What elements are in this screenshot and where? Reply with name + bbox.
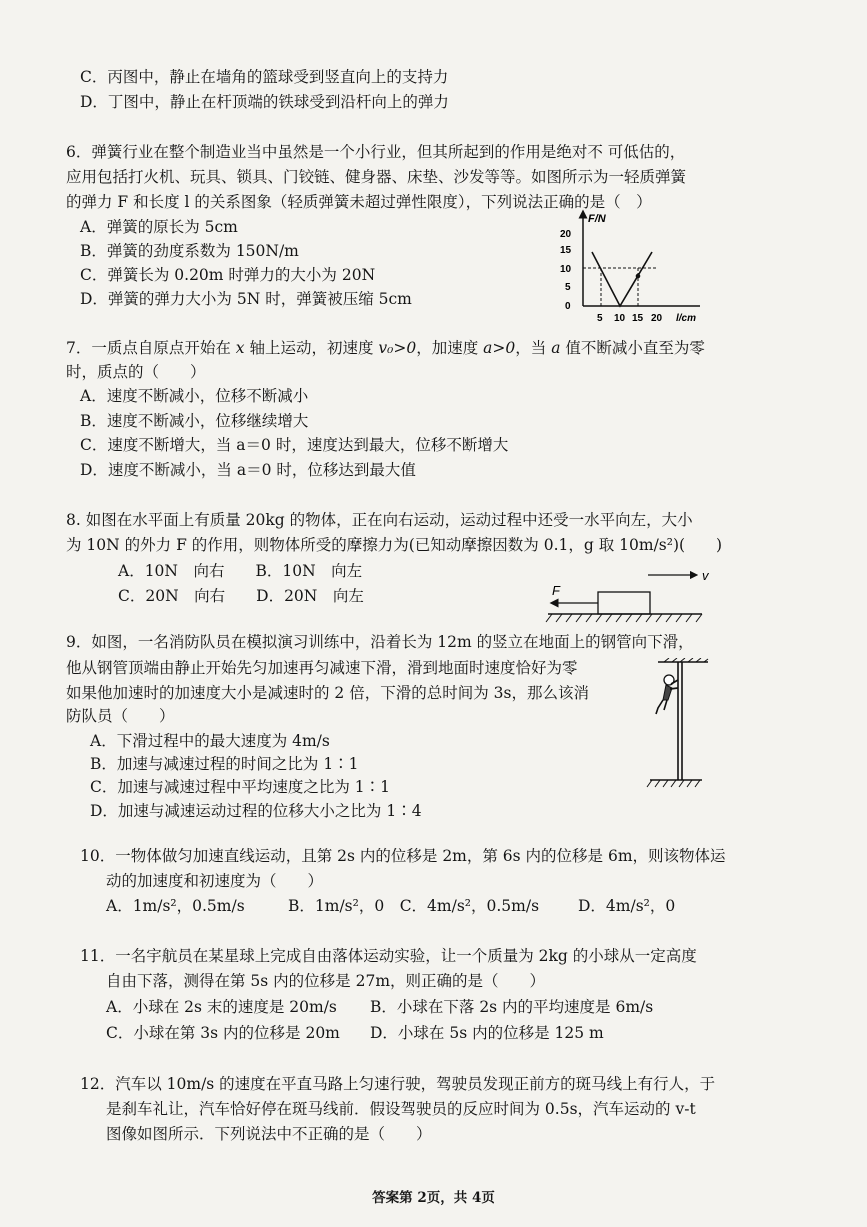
q6-option-c: C．弹簧长为 0.20m 时弹力的大小为 20N	[80, 266, 376, 284]
ground-hatching	[546, 614, 702, 622]
graph-y-tick: 15	[560, 245, 572, 256]
q7-option-b: B．速度不断减小，位移继续增大	[80, 412, 309, 430]
q10-stem-line2: 动的加速度和初速度为（ ）	[106, 872, 324, 890]
force-label: F	[552, 583, 560, 598]
graph-y-tick: 10	[560, 264, 572, 275]
q9-option-d: D．加速与减速运动过程的位移大小之比为 1∶4	[90, 802, 422, 820]
q6-option-b: B．弹簧的劲度系数为 150N/m	[80, 242, 299, 260]
q11-option-b: B．小球在下落 2s 内的平均速度是 6m/s	[370, 998, 654, 1016]
q10-options-bc: B．1m/s²，0 C．4m/s²，0.5m/s	[288, 897, 540, 915]
graph-point	[636, 274, 641, 279]
q10-stem-line1: 10．一物体做匀加速直线运动，且第 2s 内的位移是 2m，第 6s 内的位移是 6m，则该物体运	[80, 847, 726, 865]
q7-option-a: A．速度不断减小，位移不断减小	[80, 387, 309, 405]
q6-stem-line1: 6．弹簧行业在整个制造业当中虽然是一个小行业，但其所起到的作用是绝对不 可低估的，	[66, 143, 686, 161]
q7-stem-line2: 时，质点的（ ）	[66, 363, 206, 381]
graph-y-tick: 5	[565, 282, 571, 293]
graph-x-tick: 5	[597, 313, 603, 324]
graph-y-tick: 20	[560, 229, 572, 240]
q12-stem-line3: 图像如图所示．下列说法中不正确的是（ ）	[106, 1125, 432, 1143]
q11-stem-line2: 自由下落，测得在第 5s 内的位移是 27m，则正确的是（ ）	[106, 972, 546, 990]
q8-stem-line1: 8. 如图在水平面上有质量 20kg 的物体，正在向右运动，运动过程中还受一水平向左，大小	[66, 511, 693, 529]
q9-option-a: A．下滑过程中的最大速度为 4m/s	[90, 732, 330, 750]
q10-option-a: A．1m/s²，0.5m/s	[106, 897, 245, 915]
q11-option-c: C．小球在第 3s 内的位移是 20m	[106, 1024, 340, 1042]
q12-stem-line2: 是刹车礼让，汽车恰好停在斑马线前．假设驾驶员的反应时间为 0.5s，汽车运动的 v-t	[106, 1100, 696, 1118]
graph-y-label: F/N	[588, 213, 606, 225]
block	[598, 592, 650, 614]
velocity-label: v	[702, 568, 709, 583]
q7-option-d: D．速度不断减小，当 a＝0 时，位移达到最大值	[80, 461, 416, 479]
firefighter-figure	[656, 675, 678, 714]
graph-x-label: l/cm	[676, 313, 697, 324]
q9-option-c: C．加速与减速过程中平均速度之比为 1∶1	[90, 778, 391, 796]
q6-spring-force-graph	[548, 208, 718, 326]
q11-option-a: A．小球在 2s 末的速度是 20m/s	[106, 998, 337, 1016]
q11-option-d: D．小球在 5s 内的位移是 125 m	[370, 1024, 604, 1042]
q12-stem-line1: 12．汽车以 10m/s 的速度在平直马路上匀速行驶，驾驶员发现正前方的斑马线上有行人，于	[80, 1075, 716, 1093]
q9-firefighter-pole-figure	[630, 658, 710, 790]
q8-options-cd: C．20N 向右 D．20N 向左	[118, 587, 364, 605]
q7-option-c: C．速度不断增大，当 a＝0 时，速度达到最大，位移不断增大	[80, 436, 509, 454]
q6-option-d: D．弹簧的弹力大小为 5N 时，弹簧被压缩 5cm	[80, 290, 412, 308]
q8-stem-line2: 为 10N 的外力 F 的作用，则物体所受的摩擦力为(已知动摩擦因数为 0.1，g 取 10m/s²)( )	[66, 536, 723, 554]
q5-option-c: C．丙图中，静止在墙角的篮球受到竖直向上的支持力	[80, 68, 449, 86]
graph-x-tick: 20	[651, 313, 663, 324]
q6-stem-line3: 的弹力 F 和长度 l 的关系图象（轻质弹簧未超过弹性限度），下列说法正确的是（ ）	[66, 193, 652, 211]
graph-x-tick: 15	[632, 313, 644, 324]
q9-stem-line2: 他从钢管顶端由静止开始先匀加速再匀减速下滑，滑到地面时速度恰好为零	[66, 659, 578, 677]
graph-y-tick: 0	[565, 301, 571, 312]
page-footer: 答案第 2页，共 4页	[372, 1190, 495, 1206]
q6-option-a: A．弹簧的原长为 5cm	[80, 218, 238, 236]
q8-block-diagram	[530, 562, 710, 624]
q8-options-ab: A．10N 向右 B．10N 向左	[118, 562, 363, 580]
q11-stem-line1: 11．一名宇航员在某星球上完成自由落体运动实验，让一个质量为 2kg 的小球从一定高度	[80, 947, 697, 965]
graph-x-tick: 10	[614, 313, 626, 324]
q9-option-b: B．加速与减速过程的时间之比为 1∶1	[90, 755, 359, 773]
q5-option-d: D．丁图中，静止在杆顶端的铁球受到沿杆向上的弹力	[80, 93, 449, 111]
q9-stem-line1: 9．如图，一名消防队员在模拟演习训练中，沿着长为 12m 的竖立在地面上的钢管向下滑，	[66, 633, 694, 651]
ground-hatching	[647, 780, 700, 787]
q10-option-d: D．4m/s²，0	[578, 897, 676, 915]
q9-stem-line4: 防队员（ ）	[66, 707, 175, 725]
q7-stem-line1: 7．一质点自原点开始在 x 轴上运动，初速度 v₀>0，加速度 a>0，当 a 值不断减小直至为零	[66, 339, 705, 357]
q9-stem-line3: 如果他加速时的加速度大小是减速时的 2 倍，下滑的总时间为 3s，那么该消	[66, 684, 589, 702]
q6-stem-line2: 应用包括打火机、玩具、锁具、门铰链、健身器、床垫、沙发等等。如图所示为一轻质弹簧	[66, 168, 687, 186]
